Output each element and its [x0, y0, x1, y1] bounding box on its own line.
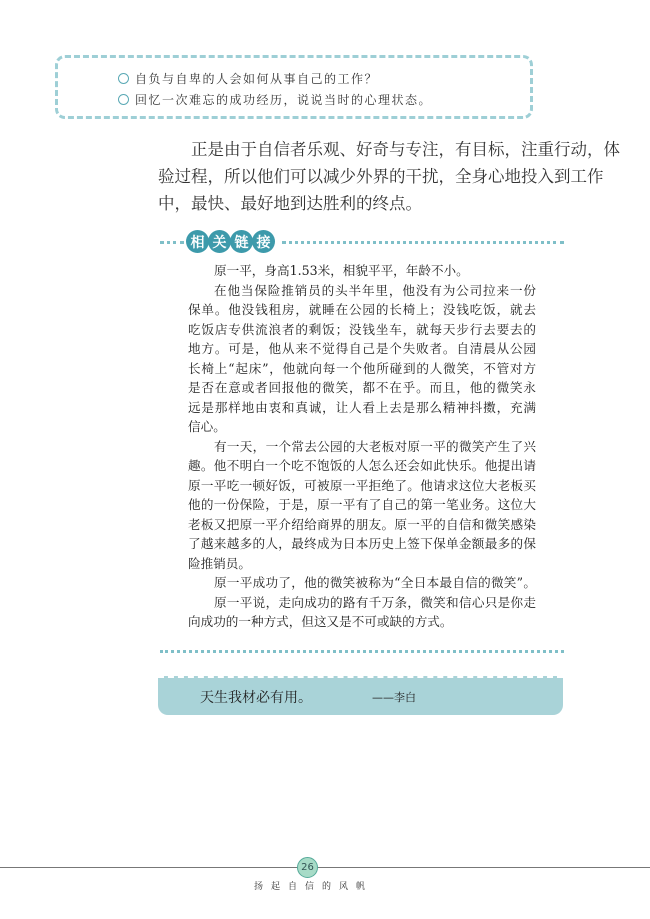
text-line: 验过程，所以他们可以减少外界的干扰，全身心地投入到工作: [158, 167, 604, 186]
heading-char: 相: [186, 230, 209, 253]
circle-bullet-icon: [118, 73, 129, 84]
quote-text: 天生我材必有用。: [200, 690, 312, 706]
question-text: 自负与自卑的人会如何从事自己的工作？: [135, 72, 379, 86]
quote-author: ——李白: [372, 691, 416, 704]
heading-char: 关: [208, 230, 231, 253]
text-line: 险推销员。: [188, 555, 251, 571]
text-line: 有一天，一个常去公园的大老板对原一平的微笑产生了兴: [214, 438, 536, 454]
quote-box: [158, 676, 563, 715]
heading-char: 接: [252, 230, 275, 253]
footer-book-title: 扬起自信的风帆: [254, 882, 374, 892]
question-item: [118, 70, 378, 87]
question-item: [118, 91, 432, 108]
dotted-divider: [160, 241, 184, 244]
text-line: 信心。: [188, 419, 226, 434]
text-line: 保单。他没钱租房，就睡在公园的长椅上；没钱吃饭，就去: [188, 302, 536, 317]
text-line: 是否在意或者回报他的微笑，都不在乎。而且，他的微笑永: [188, 380, 536, 395]
discussion-questions-box: [55, 55, 533, 119]
text-line: 原一平吃一顿好饭，可被原一平拒绝了。他请求这位大老板买: [188, 477, 536, 493]
text-line: 在他当保险推销员的头半年里，他没有为公司拉来一份: [214, 282, 536, 298]
intro-paragraph: [158, 136, 620, 217]
text-line: 向成功的一种方式，但这又是不可或缺的方式。: [188, 614, 453, 629]
heading-char: 链: [230, 230, 253, 253]
text-line: 吃饭店专供流浪者的剩饭；没钱坐车，就每天步行去要去的: [188, 321, 536, 337]
text-line: 地方。可是，他从来不觉得自己是个失败者。自清晨从公园: [188, 341, 536, 356]
text-line: 趣。他不明白一个吃不饱饭的人怎么还会如此快乐。他提出请: [188, 458, 536, 473]
text-line: 了越来越多的人，最终成为日本历史上签下保单金额最多的保: [188, 536, 536, 551]
text-line: 原一平成功了，他的微笑被称为“全日本最自信的微笑”。: [214, 575, 536, 590]
story-text: [188, 261, 536, 632]
circle-bullet-icon: [118, 94, 129, 105]
dotted-divider: [160, 650, 564, 653]
text-line: 老板又把原一平介绍给商界的朋友。原一平的自信和微笑感染: [188, 516, 536, 532]
text-line: 正是由于自信者乐观、好奇与专注，有目标，注重行动，体: [191, 140, 620, 159]
text-line: 远是那样地由衷和真诚，让人看上去是那么精神抖擞，充满: [188, 399, 536, 415]
footer-rule: [0, 867, 650, 868]
section-heading-related-links: [186, 230, 274, 253]
text-line: 长椅上“起床”，他就向每一个他所碰到的人微笑，不管对方: [188, 360, 536, 376]
question-text: 回忆一次难忘的成功经历，说说当时的心理状态。: [135, 93, 433, 107]
text-line: 原一平，身高1.53米，相貌平平，年龄不小。: [214, 263, 469, 278]
text-line: 他的一份保险，于是，原一平有了自己的第一笔业务。这位大: [188, 497, 536, 512]
text-line: 中，最快、最好地到达胜利的终点。: [158, 194, 422, 213]
dotted-divider: [282, 241, 564, 244]
text-line: 原一平说，走向成功的路有千万条，微笑和信心只是你走: [214, 594, 536, 610]
page-number: 26: [297, 857, 318, 878]
